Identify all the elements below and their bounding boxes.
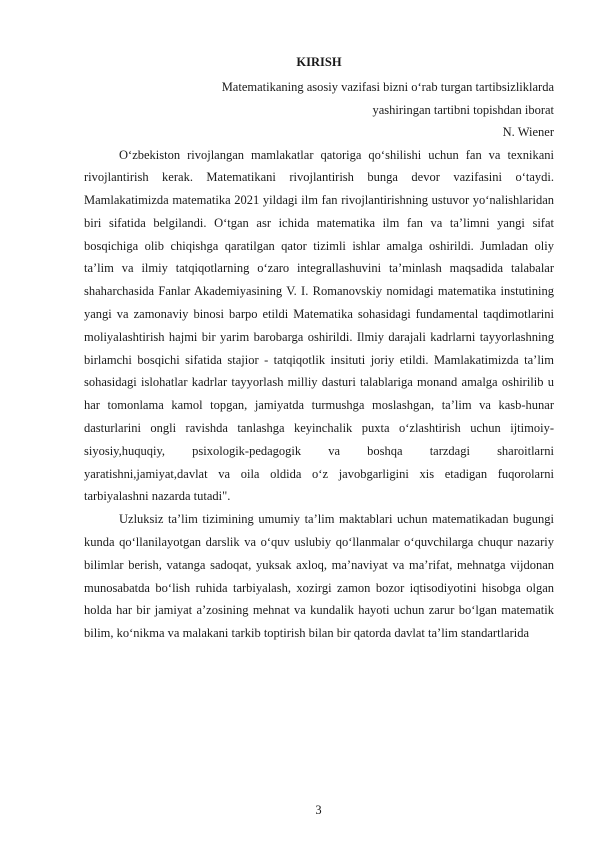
page-number: 3 [315,803,322,817]
page-title: KIRISH [296,55,342,69]
epigraph [84,76,554,144]
epigraph-line: yashiringan tartibni topishdan iborat [372,102,554,117]
body-text [84,144,554,646]
epigraph-author: N. Wiener [502,125,554,139]
paragraph: Uzluksiz ta’lim tizimining umumiy ta’lim maktablari uchun matematikadan bugungi kunda qo‘llanilayotgan darslik va o‘quv uslubiy qo‘llanmalar o‘quvchilarga chuqur nazariy bilimlar berish, vatanga sadoqat, yuksak axloq, ma’naviyat va ma’rifat, mehnatga vijdonan munosabatda bo‘lish ruhida tarbiyalash, xozirgi zamon bozor iqtisodiyotini hisobga olgan holda har bir jamiyat a’zosining mehnat va kundalik hayoti uchun zarur bo‘lgan matematik bilim, ko‘nikma va malakani tarkib toptirish bilan bir qatorda davlat ta’lim standartlarida [84,512,554,641]
document-page [84,54,554,645]
epigraph-line: Matematikaning asosiy vazifasi bizni o‘rab turgan tartibsizliklarda [221,80,554,94]
paragraph: O‘zbekiston rivojlangan mamlakatlar qatoriga qo‘shilishi uchun fan va texnikani rivojlantirish kerak. Matematikani rivojlantirish bunga devor vazifasini o‘taydi. Mamlakatimizda matematika 2021 yildagi ilm fan rivojlantirishning ustuvor yo‘nalishlaridan biri sifatida belgilandi. O‘tgan asr ichida matematika ilm fan va ta’limni yangi sifat bosqichiga olib chiqishga qaratilgan qator tizimli ishlar amalga oshirildi. Jumladan oliy ta’lim va ilmiy tatqiqotlarning o‘zaro integrallashuvini ta’minlash maqsadida talabalar shaharchasida Fanlar Akademiyasining V. I. Romanovskiy nomidagi matematika instutining yangi va zamonaviy binosi barpo etildi Matematika sohasidagi fundamental taqdimotlarini moliyalashtirish hajmi bir yarim barobarga oshirildi. Ilmiy darajali kadrlarni tayyorlashning birlamchi bosqichi sifatida stajior - tatqiqotlik insituti joriy etildi. Mamlakatimizda ta’lim sohasidagi islohatlar kadrlar tayyorlash milliy dasturi talablariga monand amalga oshirilib u har tomonlama kamol topgan, jamiyatda turmushga moslashgan, ta’lim va kasb-hunar dasturlarini ongli ravishda tanlashga keyinchalik puxta o‘zlashtirish uchun ijtimoiy-siyosiy,huquqiy, psixologik-pedagogik va boshqa tarzdagi sharoitlarni yaratishni,jamiyat,davlat va oila oldida o‘z javobgarligini xis etadigan fuqorolarni tarbiyalashni nazarda tutadi". [84,147,554,504]
